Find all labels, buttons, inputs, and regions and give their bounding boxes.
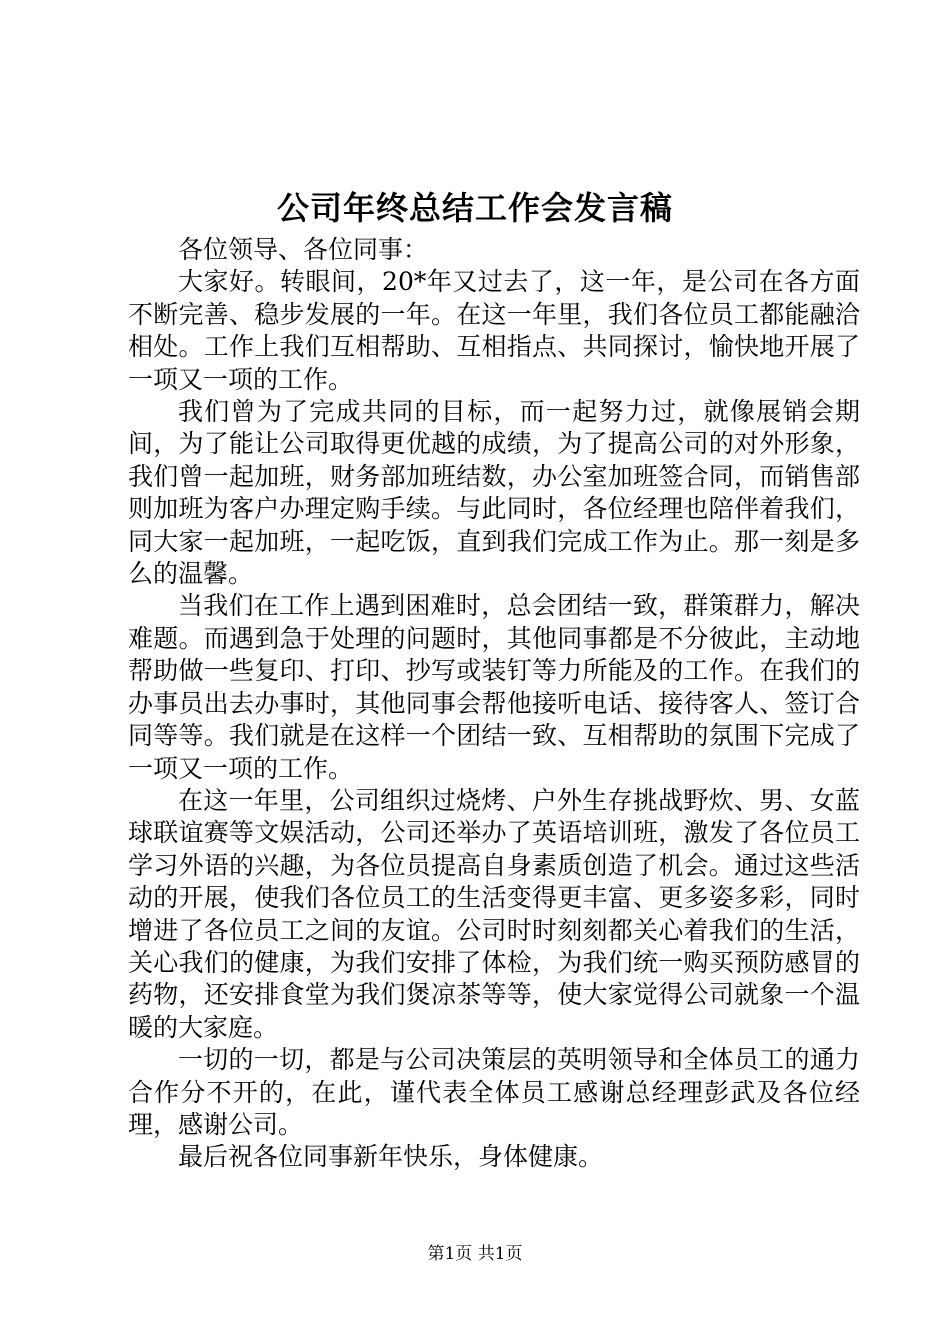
body-paragraph: 大家好。转眼间，20*年又过去了，这一年，是公司在各方面不断完善、稳步发展的一年。在这一年里，我们各位员工都能融洽相处。工作上我们互相帮助、互相指点、共同探讨，愉快地开展了一项又一项的工作。 xyxy=(128,267,860,394)
body-paragraph: 在这一年里，公司组织过烧烤、户外生存挑战野炊、男、女蓝球联谊赛等文娱活动，公司还举办了英语培训班，激发了各位员工学习外语的兴趣，为各位员提高自身素质创造了机会。通过这些活动的开展，使我们各位员工的生活变得更丰富、更多姿多彩，同时增进了各位员工之间的友谊。公司时时刻刻都关心着我们的生活，关心我们的健康，为我们安排了体检，为我们统一购买预防感冒的药物，还安排食堂为我们煲凉茶等等，使大家觉得公司就象一个温暖的大家庭。 xyxy=(128,785,860,1042)
body-paragraph: 一切的一切，都是与公司决策层的英明领导和全体员工的通力合作分不开的，在此，谨代表全体员工感谢总经理彭武及各位经理，感谢公司。 xyxy=(128,1045,860,1139)
body-paragraph: 我们曾为了完成共同的目标，而一起努力过，就像展销会期间，为了能让公司取得更优越的成绩，为了提高公司的对外形象，我们曾一起加班，财务部加班结数，办公室加班签合同，而销售部则加班为客户办理定购手续。与此同时，各位经理也陪伴着我们，同大家一起加班，一起吃饭，直到我们完成工作为止。那一刻是多么的温馨。 xyxy=(128,397,860,589)
closing-paragraph: 最后祝各位同事新年快乐，身体健康。 xyxy=(178,1142,604,1172)
page-number-footer: 第1页 共1页 xyxy=(427,1244,523,1264)
document-title: 公司年终总结工作会发言稿 xyxy=(276,189,673,227)
greeting-paragraph: 各位领导、各位同事： xyxy=(178,235,429,264)
document-body xyxy=(128,234,860,1174)
body-paragraph: 当我们在工作上遇到困难时，总会团结一致，群策群力，解决难题。而遇到急于处理的问题时，其他同事都是不分彼此，主动地帮助做一些复印、打印、抄写或装钉等力所能及的工作。在我们的办事员出去办事时，其他同事会帮他接听电话、接待客人、签订合同等等。我们就是在这样一个团结一致、互相帮助的氛围下完成了一项又一项的工作。 xyxy=(128,591,860,783)
